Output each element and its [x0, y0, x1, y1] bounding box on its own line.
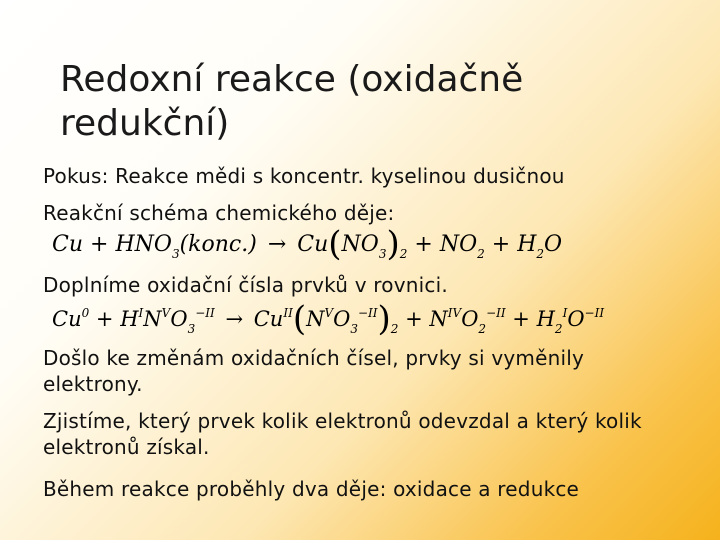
eq1-lparen: (: [328, 224, 342, 264]
eq2-ox: V: [161, 306, 171, 320]
eq2-cu: Cu: [52, 307, 82, 331]
two-processes-text: Během reakce proběhly dva děje: oxidace a redukce: [43, 477, 580, 501]
eq2-plus: +: [405, 307, 423, 331]
slide-title: Redoxní reakce (oxidačně redukční): [60, 59, 524, 144]
eq1-h: H: [517, 232, 537, 257]
scheme-label: Reakční schéma chemického děje:: [43, 201, 395, 225]
eq2-sub: 2: [478, 322, 487, 336]
eq1-hno: HNO: [115, 232, 172, 257]
eq2-o: O: [170, 307, 188, 331]
oxidation-number-equation: [52, 299, 605, 339]
eq2-o2: O: [333, 307, 351, 331]
eq2-cu2: Cu: [253, 307, 284, 331]
eq1-plus: +: [491, 232, 511, 257]
experiment-text: Pokus: Reakce mědi s koncentr. kyselinou dusičnou: [43, 164, 565, 188]
electron-exchange-text: Došlo ke změnám oxidačních čísel, prvky si vyměnily elektrony.: [43, 346, 585, 396]
eq2-rparen: ): [377, 299, 391, 339]
eq1-sub: 2: [477, 247, 485, 261]
eq1-rparen: ): [386, 224, 400, 264]
eq2-n3: N: [429, 307, 448, 331]
eq1-cu2: Cu: [297, 232, 329, 257]
eq1-no2: NO: [439, 232, 478, 257]
eq1-no3: NO: [341, 232, 379, 257]
eq2-sub: 2: [390, 322, 399, 336]
eq2-o3: O: [461, 307, 479, 331]
eq1-o: O: [544, 232, 563, 257]
eq2-h2: H: [536, 307, 555, 331]
eq2-h: H: [120, 307, 139, 331]
eq1-cu: Cu: [52, 232, 84, 257]
eq2-n2: N: [306, 307, 325, 331]
eq2-ox: −II: [357, 306, 378, 320]
eq1-arrow: →: [267, 232, 287, 257]
eq2-ox: V: [324, 306, 334, 320]
electron-count-text: Zjistíme, který prvek kolik elektronů odevzdal a který kolik elektronů získal.: [43, 409, 642, 459]
eq1-plus: +: [414, 232, 433, 257]
eq2-sub: 3: [187, 322, 196, 336]
eq1-plus: +: [90, 232, 109, 257]
eq2-ox: 0: [81, 306, 90, 320]
eq2-ox: −II: [584, 306, 605, 320]
eq2-ox: II: [283, 306, 293, 320]
eq1-konc: (konc.): [179, 232, 257, 257]
eq1-sub: 2: [536, 247, 545, 261]
eq2-ox: −II: [486, 306, 506, 320]
eq1-sub: 2: [399, 247, 408, 261]
eq2-ox: I: [562, 306, 568, 320]
eq2-sub: 3: [350, 322, 358, 336]
eq2-plus: +: [512, 307, 530, 331]
eq2-ox: −II: [195, 306, 215, 320]
eq2-n: N: [143, 307, 162, 331]
eq1-sub: 3: [171, 247, 180, 261]
eq1-sub: 3: [378, 247, 387, 261]
eq2-ox: I: [138, 306, 144, 320]
eq2-ox: IV: [447, 306, 462, 320]
eq2-sub: 2: [554, 322, 563, 336]
reaction-scheme-equation: [52, 224, 563, 264]
eq2-o4: O: [567, 307, 585, 331]
eq2-plus: +: [95, 307, 114, 331]
eq2-arrow: →: [225, 307, 244, 331]
eq2-lparen: (: [292, 299, 307, 339]
oxidation-numbers-text: Doplníme oxidační čísla prvků v rovnici.: [43, 273, 448, 297]
